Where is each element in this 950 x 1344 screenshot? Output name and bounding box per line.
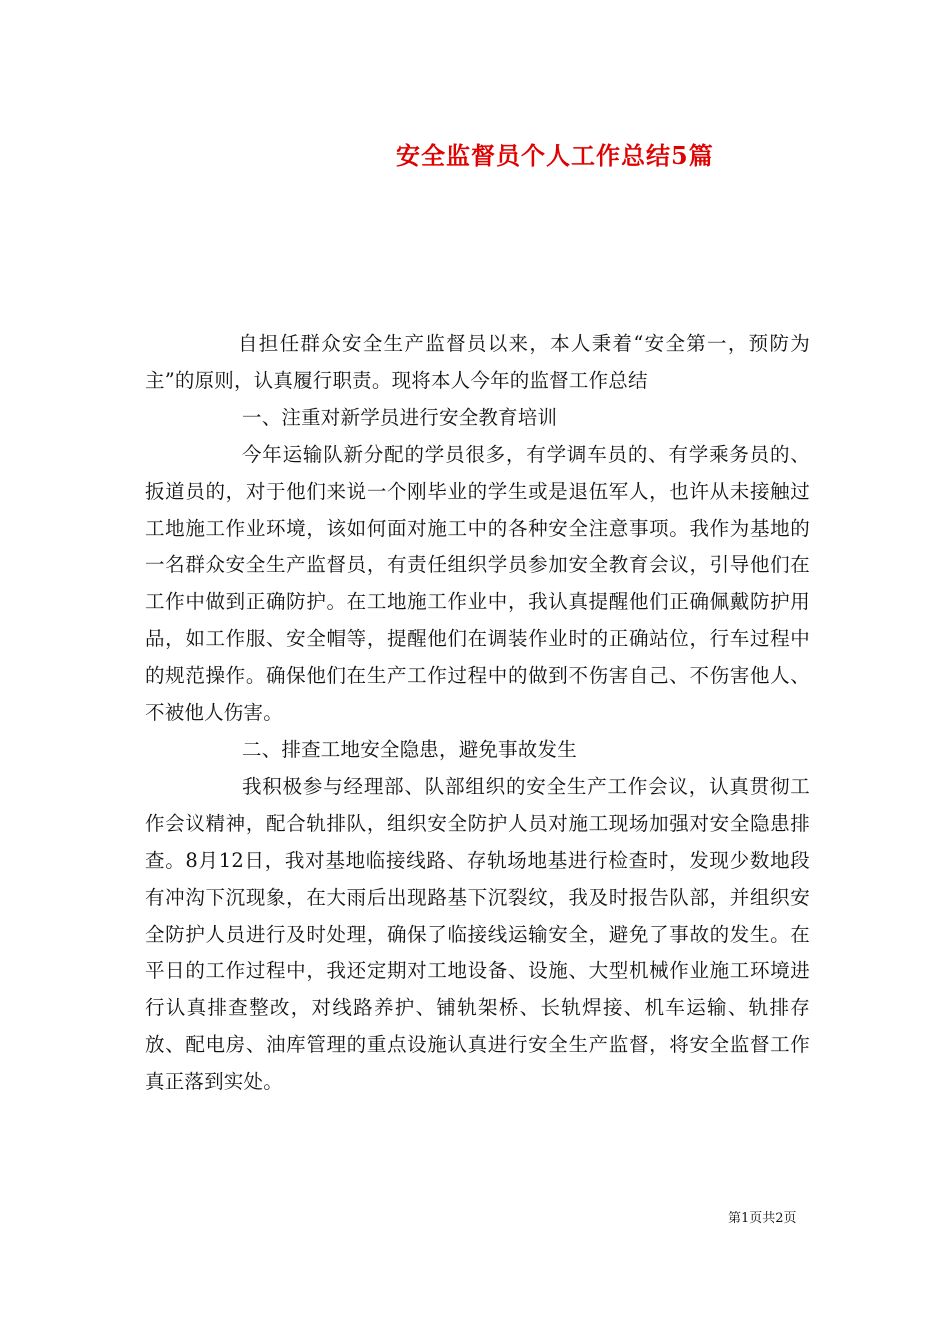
section-2-heading: 二、排查工地安全隐患，避免事故发生 bbox=[242, 737, 577, 761]
document-body bbox=[145, 326, 810, 1101]
section-1-paragraph: 今年运输队新分配的学员很多，有学调车员的、有学乘务员的、扳道员的，对于他们来说一个刚毕业的学生或是退伍军人，也许从未接触过工地施工作业环境，该如何面对施工中的各种安全注意事项。我作为基地的一名群众安全生产监督员，有责任组织学员参加安全教育会议，引导他们在工作中做到正确防护。在工地施工作业中，我认真提醒他们正确佩戴防护用品，如工作服、安全帽等，提醒他们在调装作业时的正确站位，行车过程中的规范操作。确保他们在生产工作过程中的做到不伤害自己、不伤害他人、不被他人伤害。 bbox=[145, 442, 810, 725]
intro-paragraph: 自担任群众安全生产监督员以来，本人秉着“安全第一，预防为主”的原则，认真履行职责。现将本人今年的监督工作总结 bbox=[145, 332, 810, 392]
section-1-heading: 一、注重对新学员进行安全教育培训 bbox=[242, 405, 558, 429]
section-2-paragraph: 我积极参与经理部、队部组织的安全生产工作会议，认真贯彻工作会议精神，配合轨排队，组织安全防护人员对施工现场加强对安全隐患排查。8月12日，我对基地临接线路、存轨场地基进行检查时，发现少数地段有冲沟下沉现象，在大雨后出现路基下沉裂纹，我及时报告队部，并组织安全防护人员进行及时处理，确保了临接线运输安全，避免了事故的发生。在平日的工作过程中，我还定期对工地设备、设施、大型机械作业施工环境进行认真排查整改，对线路养护、铺轨架桥、长轨焊接、机车运输、轨排存放、配电房、油库管理的重点设施认真进行安全生产监督，将安全监督工作真正落到实处。 bbox=[145, 774, 810, 1094]
document-title: 安全监督员个人工作总结5篇 bbox=[396, 141, 714, 170]
page-footer: 第1页共2页 bbox=[728, 1211, 797, 1226]
